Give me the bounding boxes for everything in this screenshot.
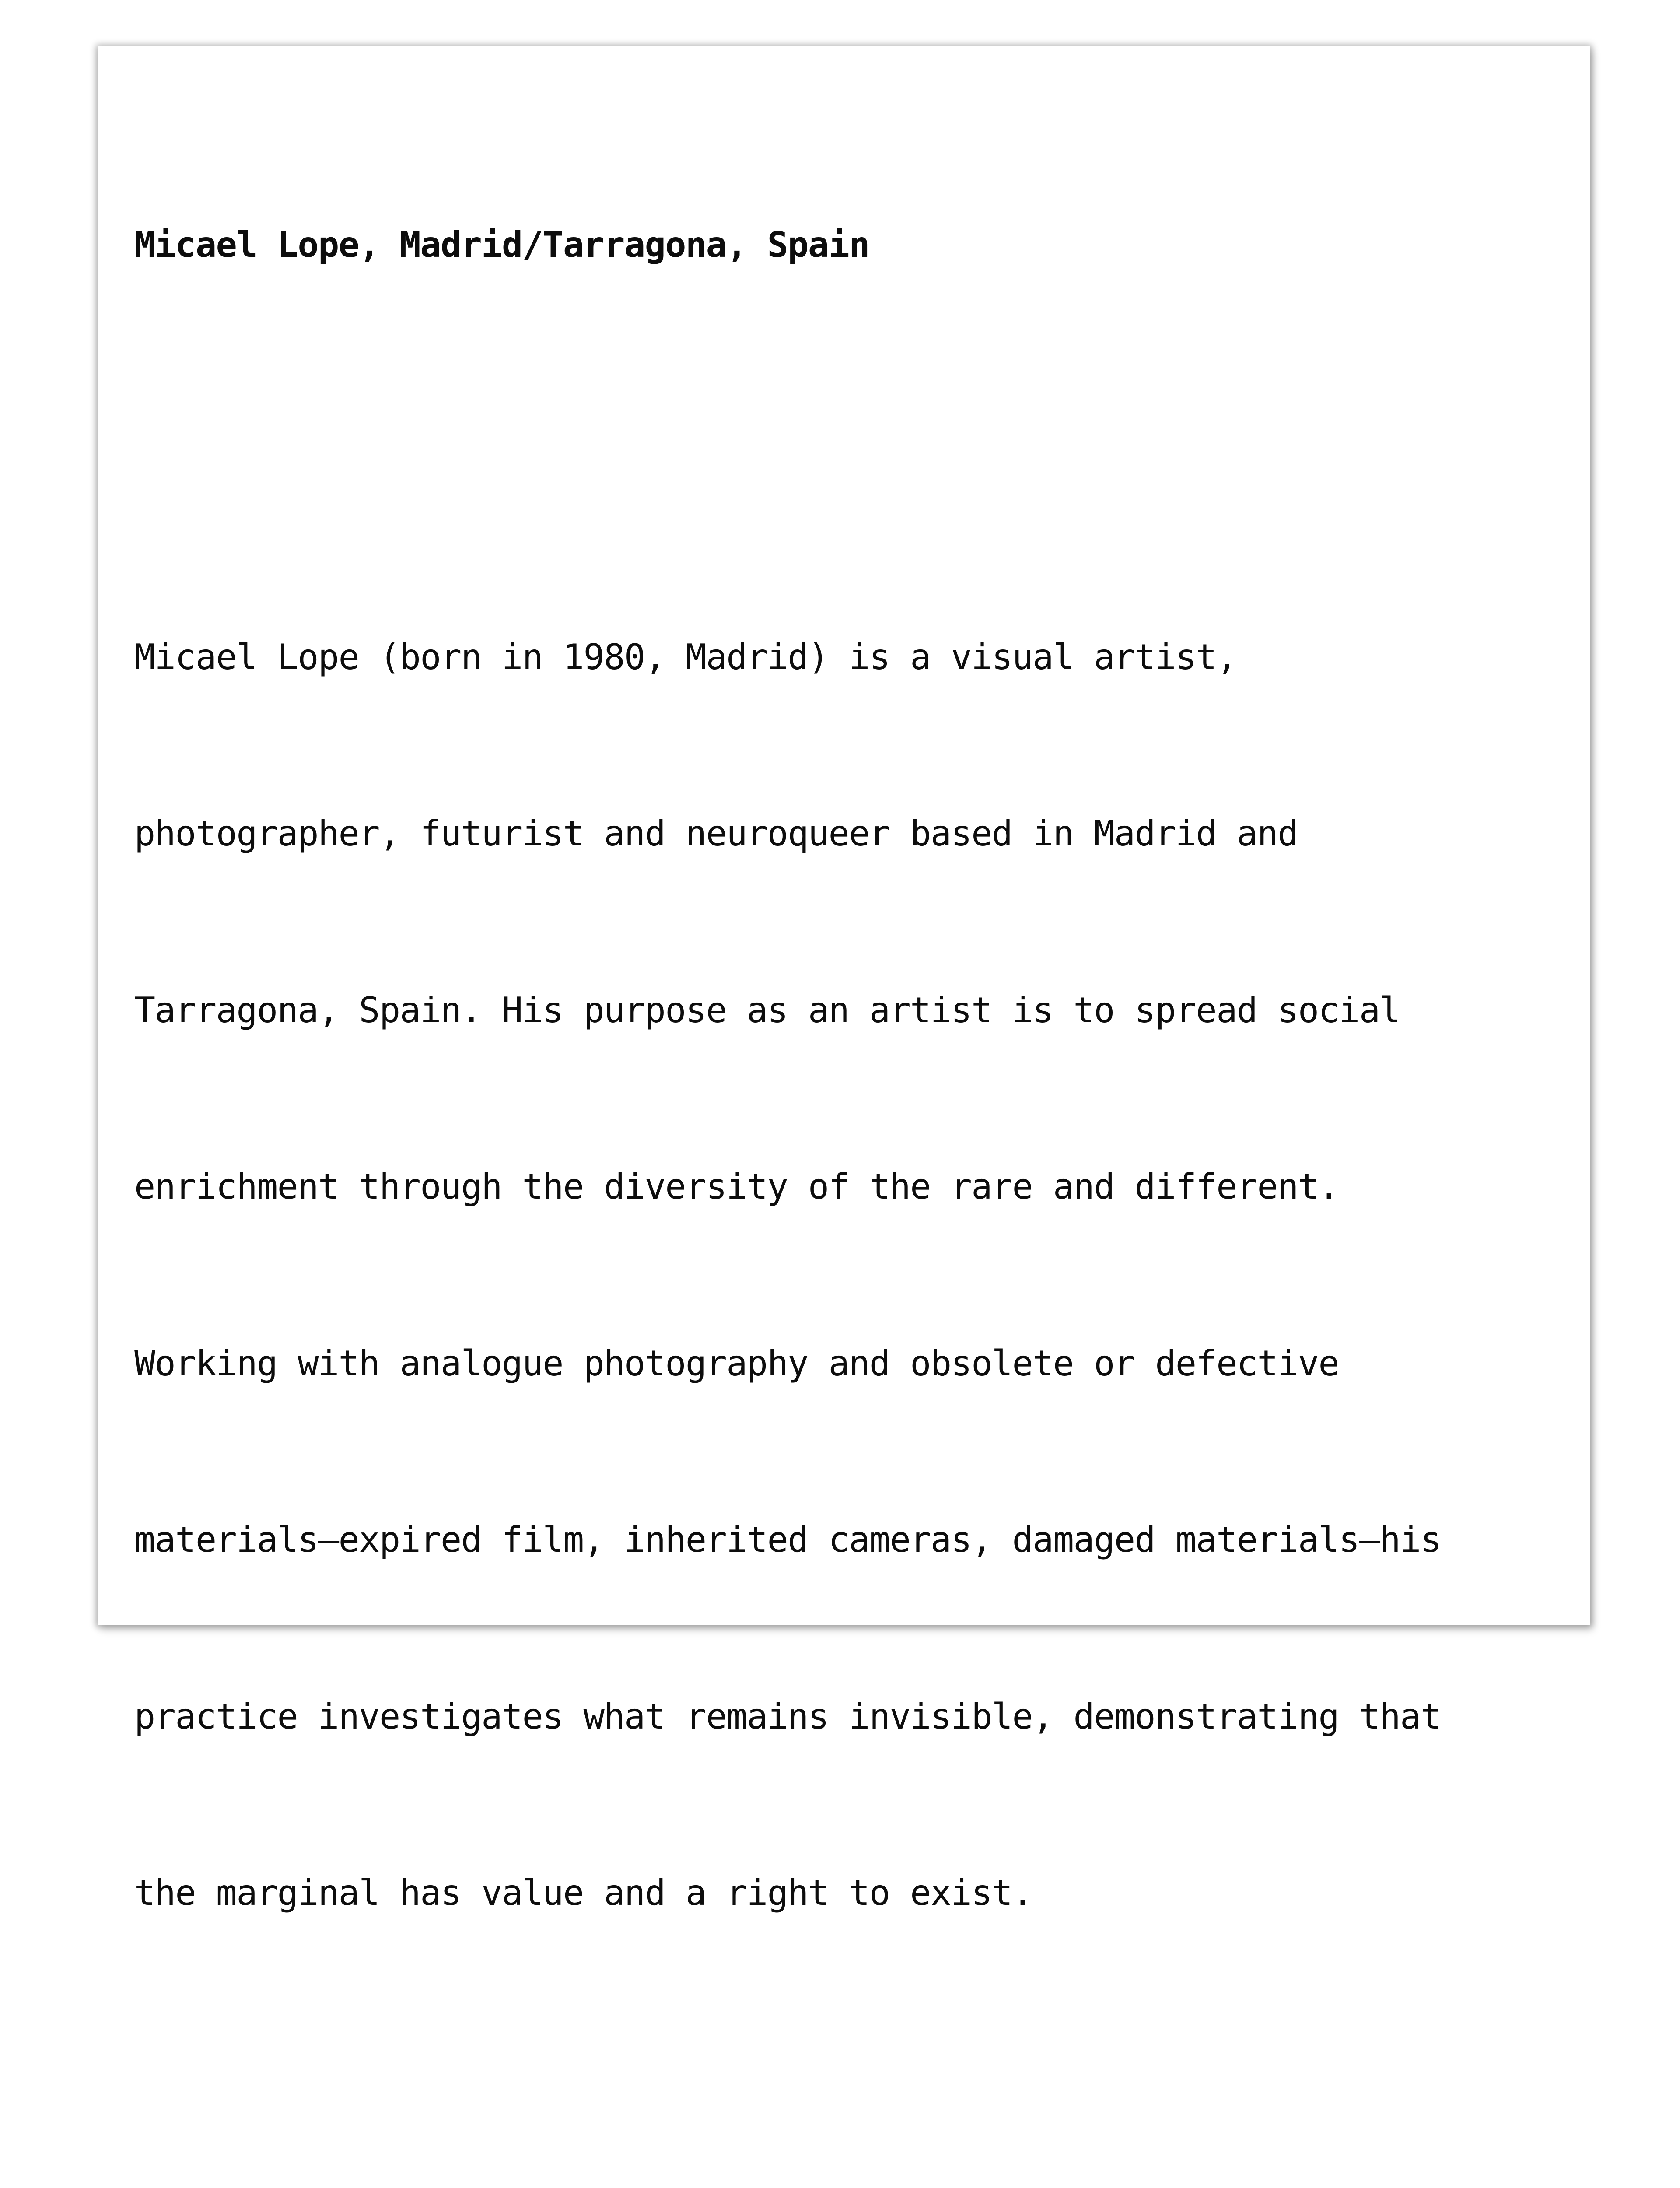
text-line: enrichment through the diversity of the rare and different. <box>134 1166 1339 1207</box>
text-line: the marginal has value and a right to exist. <box>134 1872 1033 1913</box>
document-content <box>134 98 1555 2188</box>
text-line: Micael Lope (born in 1980, Madrid) is a visual artist, <box>134 636 1237 677</box>
text-line: photographer, futurist and neuroqueer based in Madrid and <box>134 813 1298 854</box>
text-line: Working with analogue photography and obsolete or defective <box>134 1343 1339 1384</box>
text-line: Tarragona, Spain. His purpose as an artist is to spread social <box>134 989 1400 1031</box>
document-title: Micael Lope, Madrid/Tarragona, Spain <box>134 224 869 265</box>
text-line: materials—expired film, inherited cameras, damaged materials—his <box>134 1519 1441 1560</box>
text-line: practice investigates what remains invisible, demonstrating that <box>134 1696 1441 1737</box>
document-card <box>98 46 1590 1913</box>
paragraph-1 <box>134 510 1555 2041</box>
